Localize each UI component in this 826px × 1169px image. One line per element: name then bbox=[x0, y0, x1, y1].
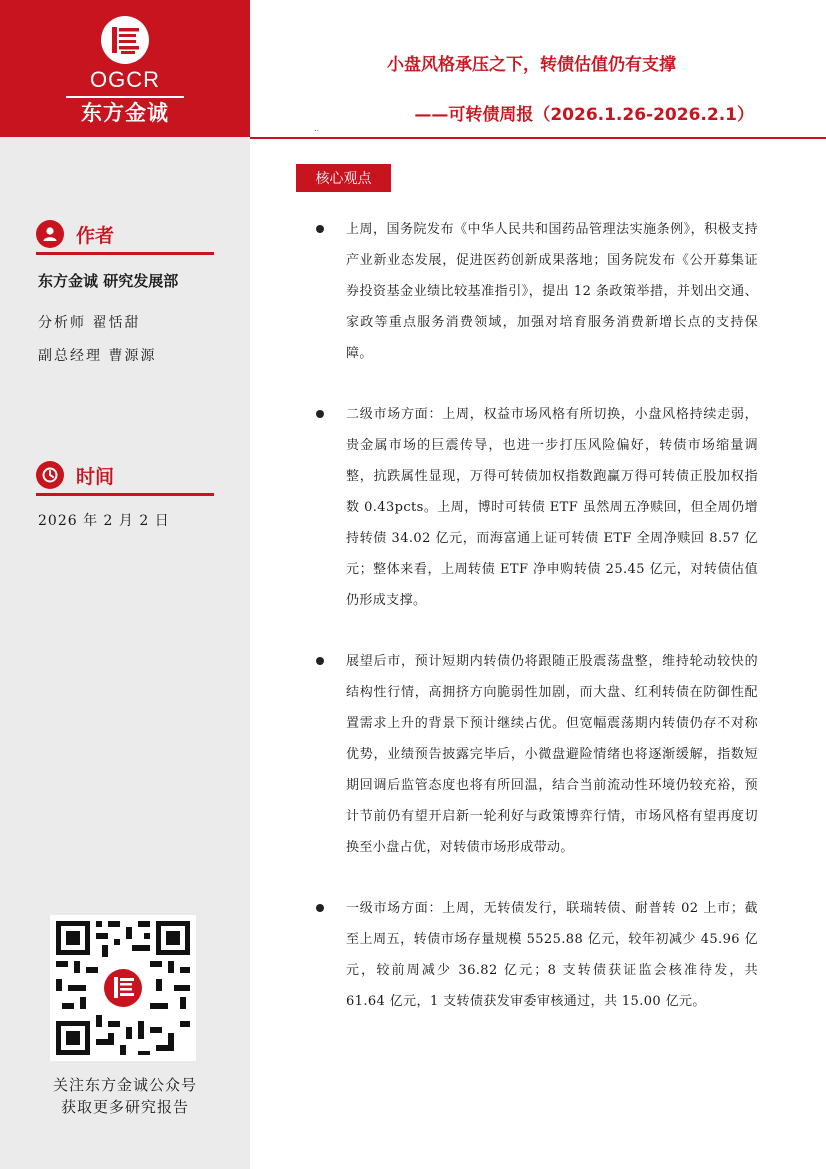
bullet-text: 一级市场方面：上周，无转债发行，联瑞转债、耐普转 02 上市；截至上周五，转债市场存量规模 5525.88 亿元，较年初减少 45.96 亿元，较前周减少 36.82 亿元；8 支转债获证监会核准待发，共 61.64 亿元，1 支转债获发审委审核通过，共 15.00 亿元。 bbox=[346, 901, 758, 1009]
clock-icon bbox=[36, 461, 64, 489]
report-date: 2026 年 2 月 2 日 bbox=[38, 513, 170, 529]
report-title: 小盘风格承压之下，转债估值仍有支撑 bbox=[387, 55, 676, 75]
time-title: 时间 bbox=[76, 465, 115, 488]
person-icon bbox=[36, 220, 64, 248]
list-item bbox=[310, 646, 758, 863]
brand-chinese-name: 东方金诚 bbox=[81, 101, 169, 125]
report-subtitle: ——可转债周报（2026.1.26-2026.2.1） bbox=[414, 105, 754, 125]
left-sidebar bbox=[0, 0, 250, 1169]
list-item bbox=[310, 399, 758, 616]
bullet-dot-icon bbox=[316, 657, 324, 665]
bullet-dot-icon bbox=[316, 225, 324, 233]
ogcr-seal-logo-icon bbox=[99, 14, 151, 66]
brand-english-name: OGCR bbox=[90, 67, 160, 92]
author-section-header bbox=[36, 217, 114, 251]
bullet-dot-icon bbox=[316, 904, 324, 912]
section-badge: 核心观点 bbox=[296, 164, 391, 192]
analyst-1: 分析师 翟恬甜 bbox=[38, 315, 141, 331]
list-item bbox=[310, 214, 758, 369]
bullet-dot-icon bbox=[316, 410, 324, 418]
analyst-2: 副总经理 曹源源 bbox=[38, 348, 157, 364]
qr-caption-line1: 关注东方金诚公众号 bbox=[52, 1076, 197, 1094]
time-section-header bbox=[36, 458, 114, 492]
qr-caption bbox=[0, 1074, 250, 1118]
key-points-list bbox=[310, 214, 758, 1047]
author-title: 作者 bbox=[76, 224, 115, 247]
header-divider bbox=[250, 137, 826, 139]
brand-divider bbox=[66, 96, 184, 98]
bullet-text: 上周，国务院发布《中华人民共和国药品管理法实施条例》，积极支持产业新业态发展，促进医药创新成果落地；国务院发布《公开募集证券投资基金业绩比较基准指引》，提出 12 条政策举措，并划出交通、家政等重点服务消费领域，加强对培育服务消费新增长点的支持保障。 bbox=[346, 222, 758, 361]
bullet-text: 二级市场方面：上周，权益市场风格有所切换，小盘风格持续走弱，贵金属市场的巨震传导，也进一步打压风险偏好，转债市场缩量调整，抗跌属性显现，万得可转债加权指数跑赢万得可转债正股加权指数 0.43pcts。上周，博时可转债 ETF 虽然周五净赎回，但全周仍增持转债 34.02 亿元，而海富通上证可转债 ETF 全周净赎回 8.57 亿元；整体来看，上周转债 ETF 净申购转债 25.45 亿元，对转债估值仍形成支撑。 bbox=[346, 407, 758, 608]
time-divider bbox=[36, 493, 214, 496]
brand-banner bbox=[0, 0, 250, 137]
qr-caption-line2: 获取更多研究报告 bbox=[60, 1098, 189, 1116]
department: 东方金诚 研究发展部 bbox=[38, 272, 179, 290]
author-divider bbox=[36, 252, 214, 255]
list-item bbox=[310, 893, 758, 1017]
qr-code-icon[interactable] bbox=[50, 915, 196, 1061]
bullet-text: 展望后市，预计短期内转债仍将跟随正股震荡盘整，维持轮动较快的结构性行情，高拥挤方向脆弱性加剧，而大盘、红利转债在防御性配置需求上升的背景下预计继续占优。但宽幅震荡期内转债仍存不对称优势，业绩预告披露完毕后，小微盘避险情绪也将逐渐缓解，指数短期回调后监管态度也将有所回温，结合当前流动性环境仍较充裕，预计节前仍有望开启新一轮利好与政策博弈行情，市场风格有望再度切换至小盘占优，对转债市场形成带动。 bbox=[346, 654, 758, 855]
tiny-mark: .. bbox=[314, 124, 320, 133]
